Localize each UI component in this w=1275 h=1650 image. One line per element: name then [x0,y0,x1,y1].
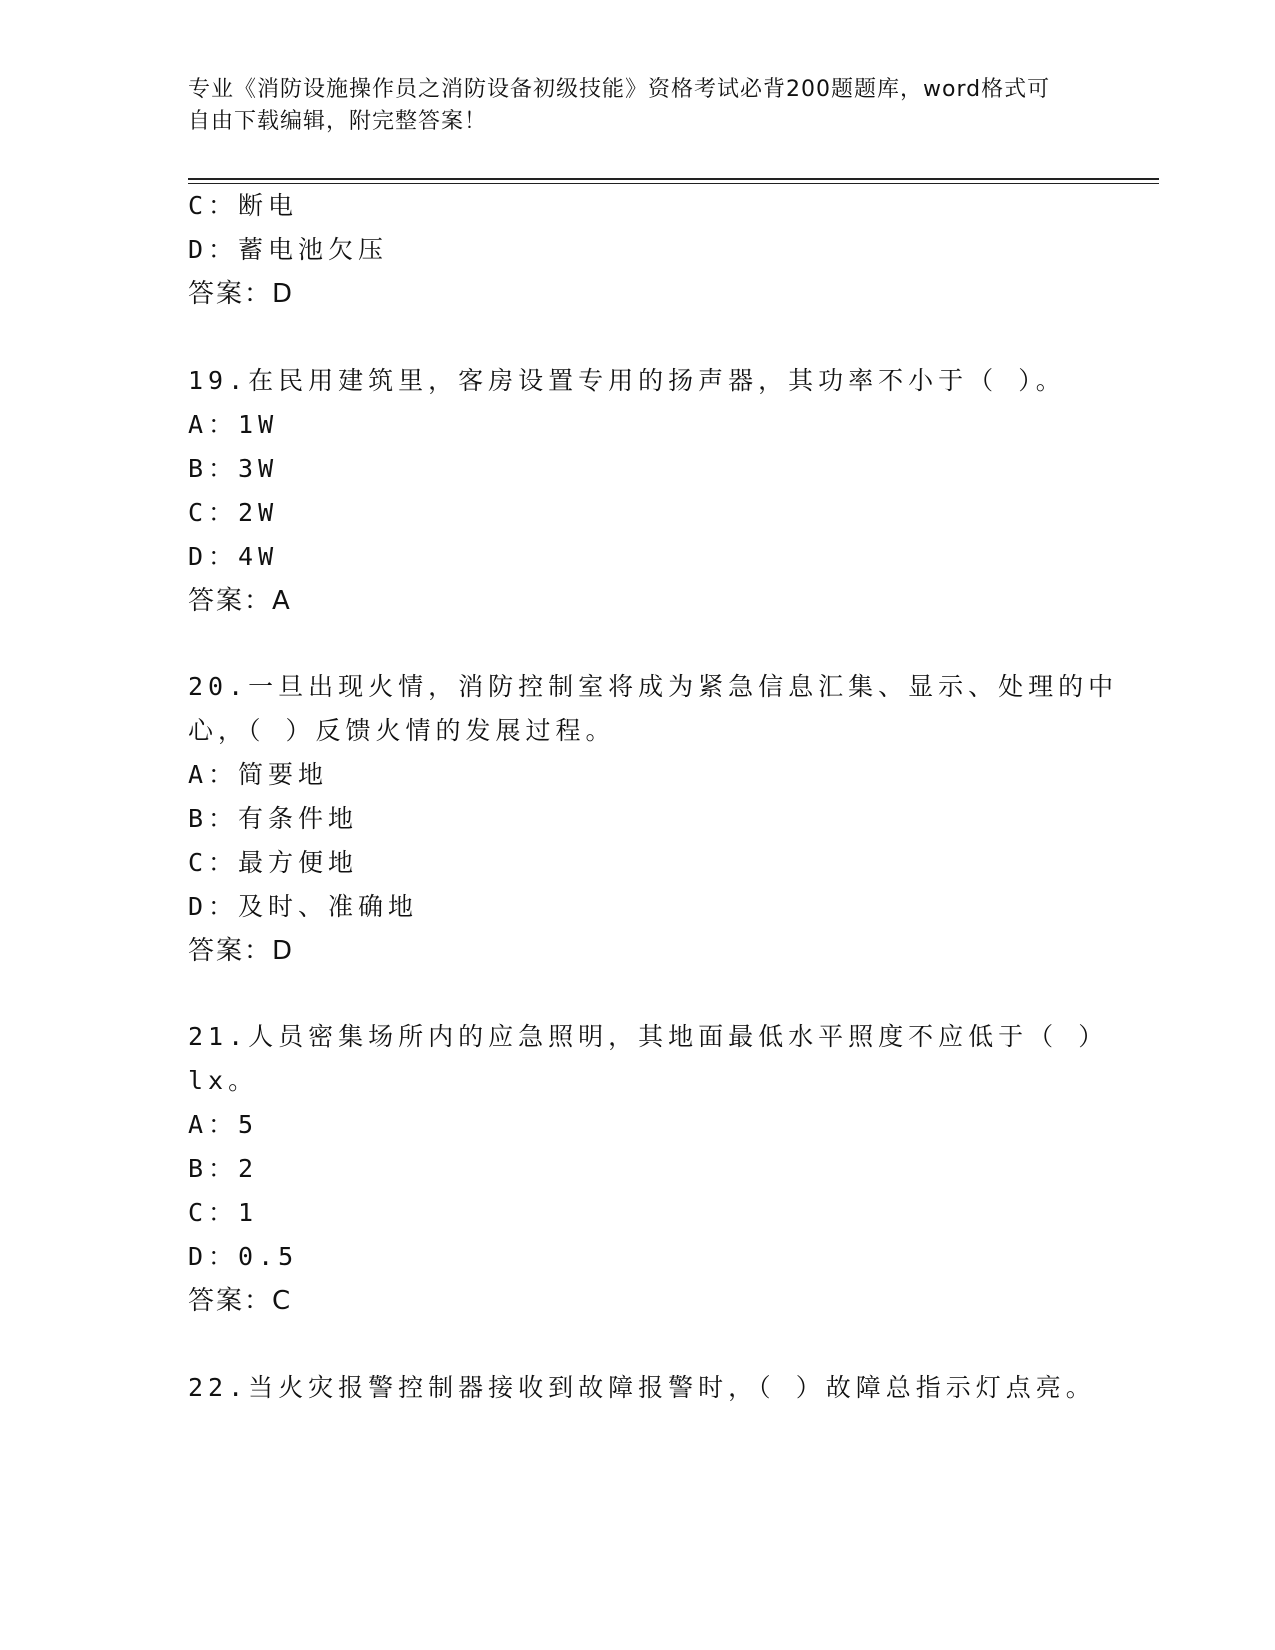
q20-option-b: B：有条件地 [188,804,359,833]
q21-option-a: A：5 [188,1110,259,1139]
q20-stem-line2: 心，（ ）反馈火情的发展过程。 [188,716,616,745]
q19-answer: 答案：A [188,586,292,616]
q19-option-b: B：3W [188,454,279,483]
q18-answer: 答案：D [188,279,295,309]
q19-stem: 19.在民用建筑里，客房设置专用的扬声器，其功率不小于（ ）。 [188,366,1066,395]
document-header: 专业《消防设施操作员之消防设备初级技能》资格考试必背200题题库，word格式可自由下载编辑，附完整答案！ [188,77,1051,134]
q20-answer: 答案：D [188,936,295,966]
q21-option-b: B：2 [188,1154,259,1183]
q19-option-c: C：2W [188,498,279,527]
q21-stem-line2: lx。 [188,1066,259,1095]
q21-stem-line1: 21.人员密集场所内的应急照明，其地面最低水平照度不应低于（ ） [188,1022,1109,1051]
q22-stem: 22.当火灾报警控制器接收到故障报警时，（ ）故障总指示灯点亮。 [188,1373,1096,1402]
q20-option-a: A：简要地 [188,760,329,789]
q21-option-c: C：1 [188,1198,259,1227]
q20-option-c: C：最方便地 [188,848,359,877]
q19-option-d: D：4W [188,542,279,571]
header-divider-thick [188,178,1159,180]
q18-option-c: C：断电 [188,191,299,220]
q21-option-d: D：0.5 [188,1242,299,1271]
q19-option-a: A：1W [188,410,279,439]
q20-stem-line1: 20.一旦出现火情，消防控制室将成为紧急信息汇集、显示、处理的中 [188,672,1119,701]
header-divider-thin [188,183,1159,184]
q18-option-d: D：蓄电池欠压 [188,235,389,264]
q20-option-d: D：及时、准确地 [188,892,419,921]
q21-answer: 答案：C [188,1286,293,1316]
